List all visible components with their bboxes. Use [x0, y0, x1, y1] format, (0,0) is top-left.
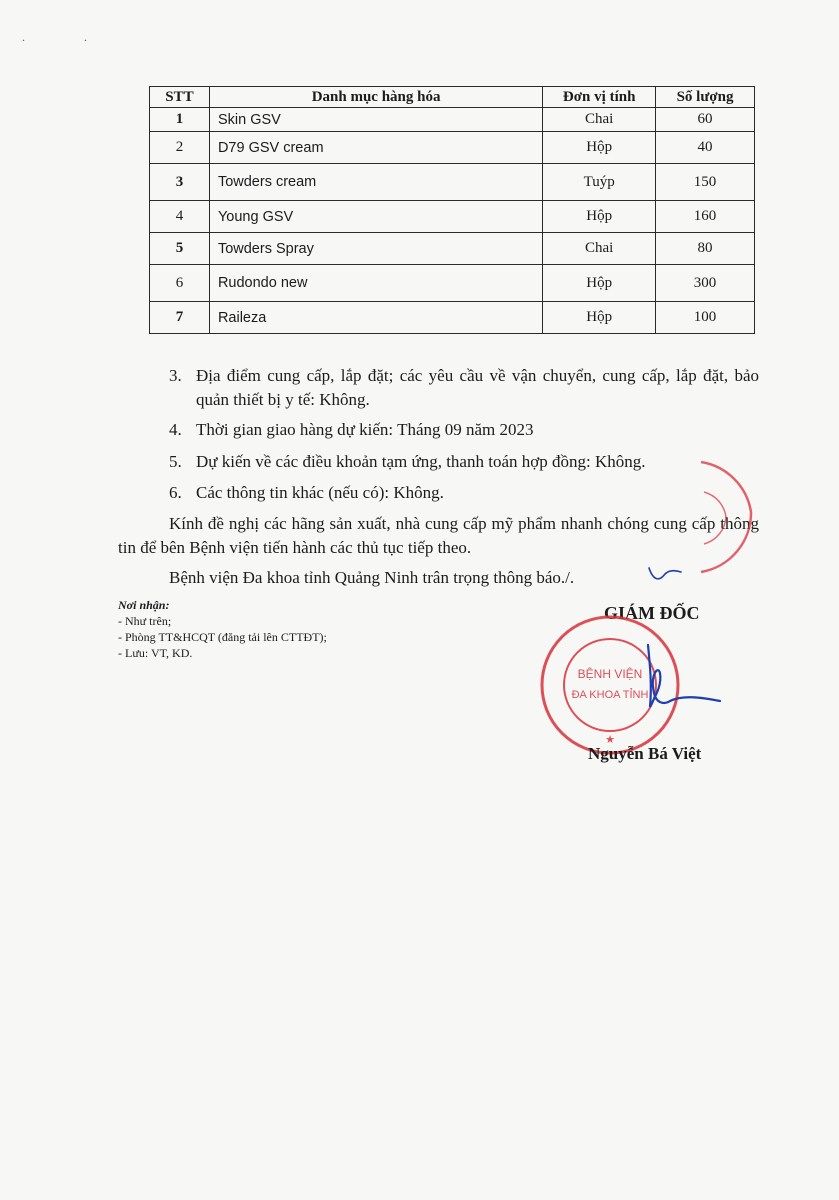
header-stt: STT — [150, 87, 210, 108]
table-header-row — [150, 87, 755, 108]
row-qty: 100 — [656, 302, 755, 334]
list-item — [169, 364, 759, 412]
list-item — [169, 481, 759, 505]
item-number: 6. — [169, 483, 182, 502]
row-unit: Hộp — [543, 265, 656, 302]
row-unit: Hộp — [543, 201, 656, 233]
recipient-line: - Như trên; — [118, 614, 172, 628]
row-unit: Tuýp — [543, 164, 656, 201]
goods-table — [149, 86, 755, 334]
row-stt: 7 — [150, 302, 210, 334]
row-unit: Chai — [543, 233, 656, 265]
recipient-line: - Lưu: VT, KD. — [118, 646, 193, 660]
closing-paragraph: Bệnh viện Đa khoa tỉnh Quảng Ninh trân trọng thông báo./. — [169, 568, 575, 587]
row-name: Rudondo new — [209, 265, 542, 302]
row-name: Towders cream — [209, 164, 542, 201]
table-row — [150, 164, 755, 201]
item-number: 4. — [169, 420, 182, 439]
item-text: Các thông tin khác (nếu có): Không. — [196, 483, 444, 502]
header-goods: Danh mục hàng hóa — [209, 87, 542, 108]
table-row — [150, 201, 755, 233]
stamp-line-2: ĐA KHOA TỈNH — [571, 689, 649, 701]
row-name: Raileza — [209, 302, 542, 334]
row-qty: 300 — [656, 265, 755, 302]
initial-mark — [645, 562, 685, 586]
row-unit: Hộp — [543, 132, 656, 164]
row-name: Skin GSV — [209, 108, 542, 132]
row-qty: 150 — [656, 164, 755, 201]
request-paragraph: Kính đề nghị các hãng sản xuất, nhà cung cấp mỹ phẩm nhanh chóng cung cấp thông tin để bên Bệnh viện tiến hành các thủ tục tiếp theo. — [118, 514, 759, 557]
table-row — [150, 302, 755, 334]
table-row — [150, 132, 755, 164]
item-number: 3. — [169, 366, 182, 385]
scan-marks: . . — [22, 30, 115, 44]
row-stt: 5 — [150, 233, 210, 265]
item-text: Dự kiến về các điều khoản tạm ứng, thanh toán hợp đồng: Không. — [196, 452, 646, 471]
signer-position: GIÁM ĐỐC — [604, 603, 700, 623]
row-qty: 60 — [656, 108, 755, 132]
table-row — [150, 233, 755, 265]
recipients-block — [118, 597, 327, 661]
item-text: Địa điểm cung cấp, lắp đặt; các yêu cầu về vận chuyển, cung cấp, lắp đặt, bảo quản thiết bị y tế: Không. — [196, 366, 759, 409]
row-unit: Chai — [543, 108, 656, 132]
recipient-line: - Phòng TT&HCQT (đăng tải lên CTTĐT); — [118, 630, 327, 644]
header-quantity: Số lượng — [656, 87, 755, 108]
row-qty: 160 — [656, 201, 755, 233]
item-number: 5. — [169, 452, 182, 471]
row-stt: 1 — [150, 108, 210, 132]
header-unit: Đơn vị tính — [543, 87, 656, 108]
row-stt: 4 — [150, 201, 210, 233]
table-row — [150, 108, 755, 132]
page-seal — [696, 452, 756, 582]
row-stt: 2 — [150, 132, 210, 164]
star-icon: ★ — [605, 734, 615, 746]
row-name: Young GSV — [209, 201, 542, 233]
row-qty: 40 — [656, 132, 755, 164]
row-stt: 6 — [150, 265, 210, 302]
table-row — [150, 265, 755, 302]
signer-name: Nguyễn Bá Việt — [588, 744, 702, 763]
row-name: Towders Spray — [209, 233, 542, 265]
item-text: Thời gian giao hàng dự kiến: Tháng 09 năm 2023 — [196, 420, 534, 439]
row-name: D79 GSV cream — [209, 132, 542, 164]
list-item — [169, 450, 759, 474]
row-stt: 3 — [150, 164, 210, 201]
list-item — [169, 418, 759, 442]
handwritten-signature — [620, 635, 730, 725]
recipients-title: Nơi nhận: — [118, 598, 170, 612]
row-unit: Hộp — [543, 302, 656, 334]
row-qty: 80 — [656, 233, 755, 265]
stamp-line-1: BỆNH VIỆN — [577, 667, 643, 681]
